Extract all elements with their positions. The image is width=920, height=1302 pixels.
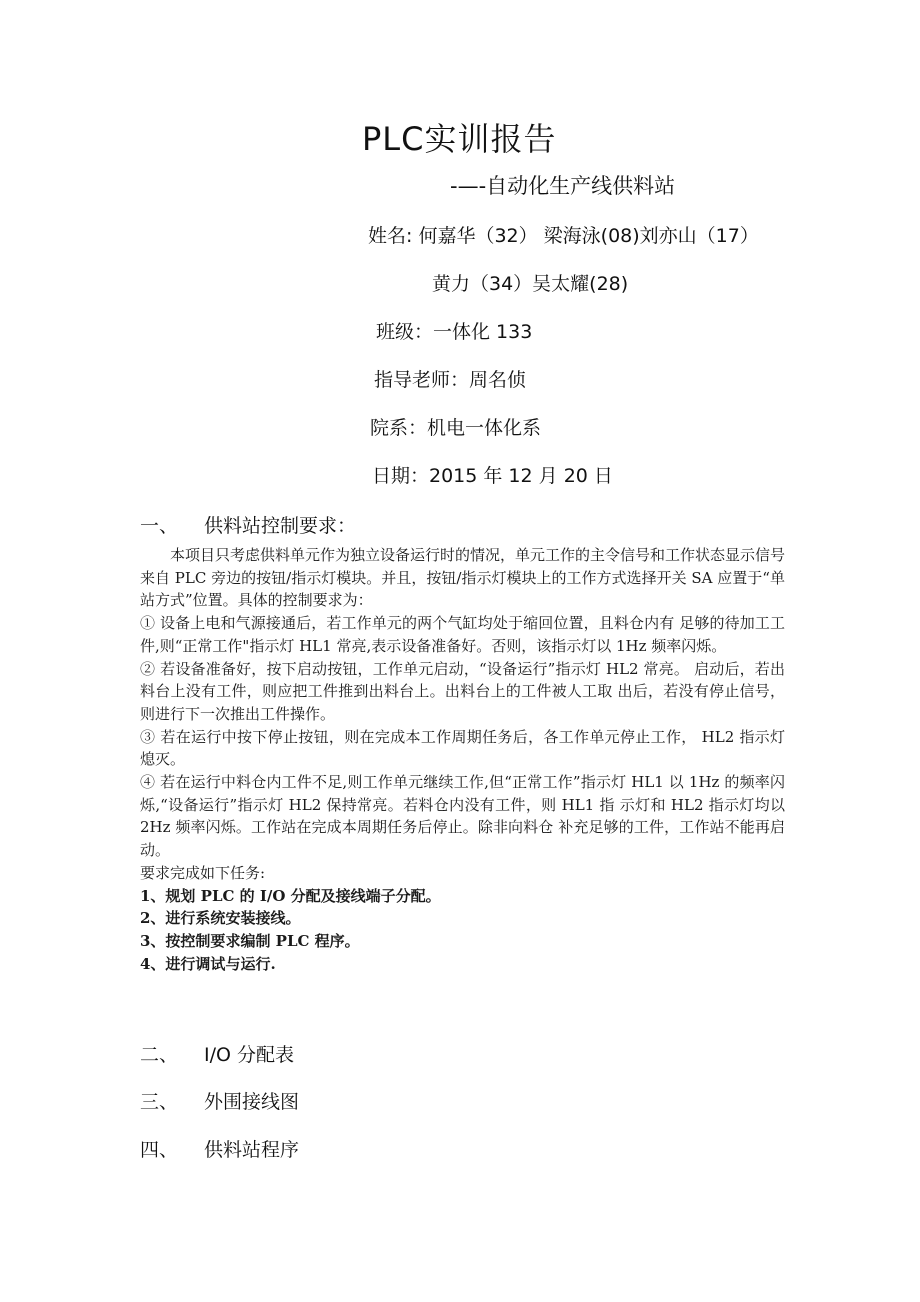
section-number: 一、 [140, 515, 179, 537]
section-title: 供料站控制要求： [204, 515, 357, 537]
task-item-2: 2、进行系统安装接线。 [140, 909, 301, 928]
section-heading-1 [140, 511, 356, 538]
report-title: PLC实训报告 [362, 120, 557, 158]
department-line: 院系：机电一体化系 [370, 417, 542, 439]
names-line-1: 姓名: 何嘉华（32） 梁海泳(08)刘亦山（17） [368, 225, 759, 247]
section-heading-4 [140, 1135, 299, 1162]
section-title: I/O 分配表 [204, 1044, 294, 1066]
requirements-body [140, 544, 785, 975]
report-subtitle: -—-自动化生产线供料站 [450, 174, 676, 198]
section-number: 三、 [140, 1091, 179, 1113]
intro-paragraph: 本项目只考虑供料单元作为独立设备运行时的情况，单元工作的主令信号和工作状态显示信号来自 PLC 旁边的按钮/指示灯模块。并且，按钮/指示灯模块上的工作方式选择开关 SA 应置于“单站方式”位置。具体的控制要求为： [140, 546, 786, 610]
section-heading-3 [140, 1087, 299, 1114]
task-intro: 要求完成如下任务: [140, 863, 266, 882]
teacher-line: 指导老师：周名侦 [374, 369, 527, 391]
section-title: 供料站程序 [204, 1139, 300, 1161]
names-line-2: 黄力（34）吴太耀(28) [432, 273, 629, 295]
task-item-3: 3、按控制要求编制 PLC 程序。 [140, 931, 360, 950]
section-number: 四、 [140, 1139, 179, 1161]
requirement-1: ① 设备上电和气源接通后，若工作单元的两个气缸均处于缩回位置，且料仓内有 足够的待加工工件,则“正常工作"指示灯 HL1 常亮,表示设备准备好。否则，该指示灯以 1Hz 频率闪烁。 [140, 614, 785, 655]
requirement-4: ④ 若在运行中料仓内工件不足,则工作单元继续工作,但“正常工作”指示灯 HL1 以 1Hz 的频率闪烁,“设备运行”指示灯 HL2 保持常亮。若料仓内没有工件，则 HL1 指 示灯和 HL2 指示灯均以 2Hz 频率闪烁。工作站在完成本周期任务后停止。除非向料仓 补充足够的工件，工作站不能再启动。 [140, 773, 785, 860]
class-line: 班级：一体化 133 [376, 321, 533, 343]
section-heading-2 [140, 1040, 294, 1067]
requirement-3: ③ 若在运行中按下停止按钮，则在完成本工作周期任务后，各工作单元停止工作， HL2 指示灯熄灭。 [140, 727, 785, 769]
date-line: 日期：2015 年 12 月 20 日 [372, 465, 613, 487]
task-item-1: 1、规划 PLC 的 I/O 分配及接线端子分配。 [140, 886, 441, 905]
section-number: 二、 [140, 1044, 179, 1066]
section-title: 外围接线图 [204, 1091, 300, 1113]
requirement-2: ② 若设备准备好，按下启动按钮，工作单元启动，“设备运行”指示灯 HL2 常亮。 启动后，若出料台上没有工件，则应把工件推到出料台上。出料台上的工件被人工取 出后，若没有停止信号，则进行下一次推出工件操作。 [140, 659, 785, 723]
task-item-4: 4、进行调试与运行. [140, 954, 276, 973]
